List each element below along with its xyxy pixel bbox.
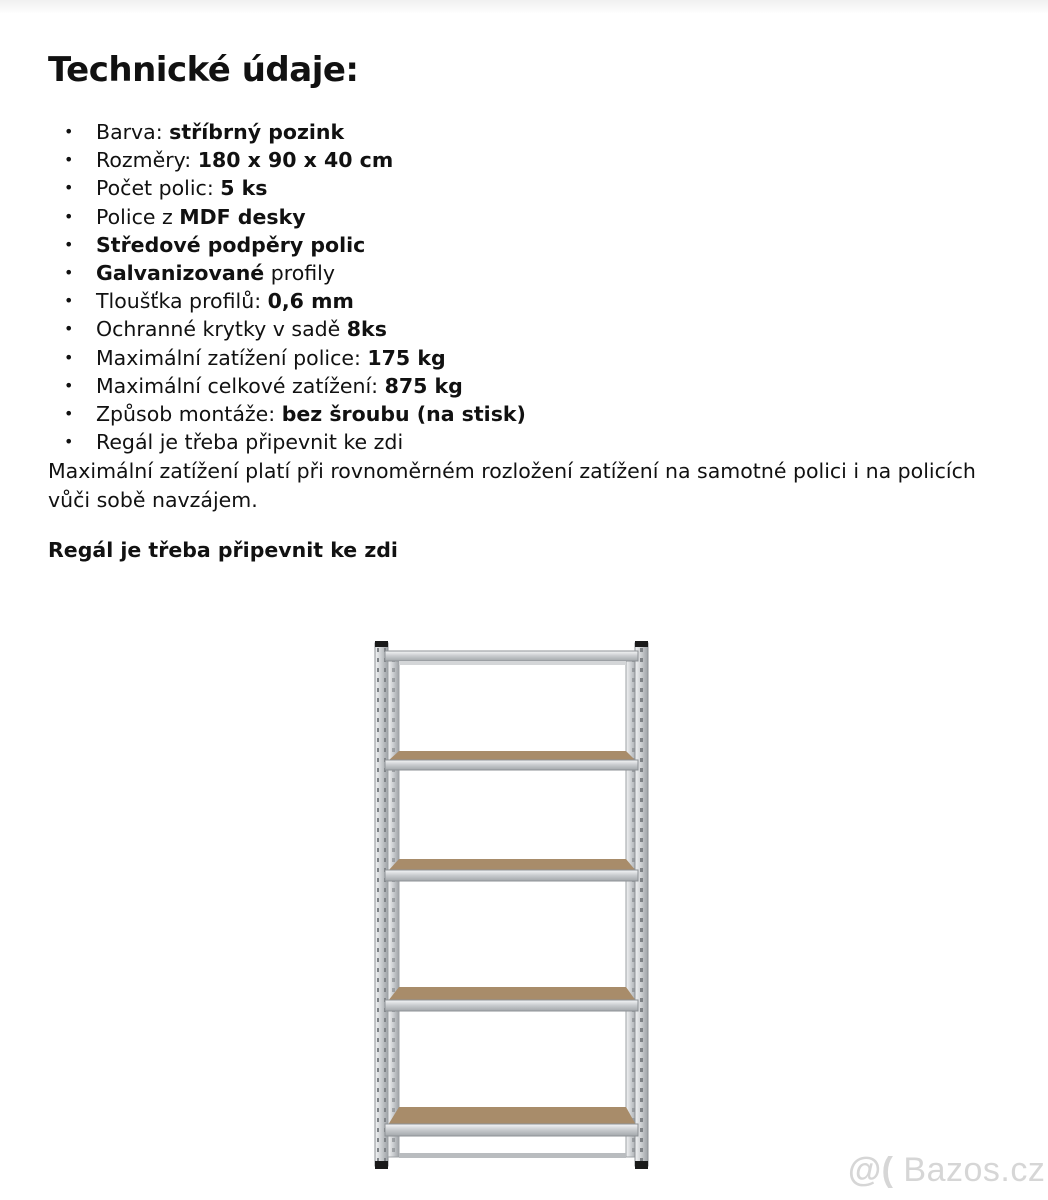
spec-label: Regál je třeba připevnit ke zdi: [96, 430, 404, 455]
spec-value: 175 kg: [367, 345, 446, 370]
spec-label: Maximální zatížení police:: [96, 345, 368, 370]
bullet-icon: •: [64, 263, 74, 283]
cap-top-right: [635, 641, 648, 647]
spec-value: 0,6 mm: [267, 289, 354, 314]
shelf-4: [385, 987, 638, 1011]
spec-item: [48, 315, 526, 343]
spec-value: Středové podpěry polic: [96, 232, 366, 257]
bullet-icon: •: [64, 234, 74, 254]
spec-item: [48, 203, 526, 231]
spec-item: [48, 259, 526, 287]
spec-value: 180 x 90 x 40 cm: [197, 148, 394, 173]
spec-value: Galvanizované: [96, 261, 265, 286]
spec-item: [48, 400, 526, 428]
bullet-icon: •: [64, 150, 74, 170]
bullet-icon: •: [64, 347, 74, 367]
spec-label: Barva:: [96, 120, 170, 144]
spec-label: Rozměry:: [96, 148, 198, 173]
spec-label: Tloušťka profilů:: [96, 289, 268, 314]
spec-item: [48, 174, 526, 202]
spec-value: bez šroubu (na stisk): [281, 402, 526, 427]
spec-item: [48, 372, 526, 400]
foot-left: [375, 1161, 388, 1169]
shelf-5: [385, 1107, 638, 1136]
shelf-1: [385, 651, 638, 665]
spec-value: stříbrný pozink: [169, 120, 345, 144]
shelf-2: [385, 751, 638, 770]
bullet-icon: •: [64, 206, 74, 226]
bullet-icon: •: [64, 122, 74, 141]
shelf-illustration: [30, 575, 1020, 1195]
spec-value: 8ks: [346, 317, 387, 342]
left-rear-post: [388, 657, 399, 1157]
spec-item: [48, 118, 526, 146]
bullet-icon: •: [64, 432, 74, 452]
top-fade: [0, 0, 1048, 14]
bazos-watermark-text: Bazos.cz: [893, 1151, 1046, 1189]
page-title: Technické údaje:: [48, 50, 359, 90]
spec-label: Způsob montáže:: [96, 402, 282, 427]
cap-top-left: [375, 641, 388, 647]
bazos-logo-icon: @(: [848, 1151, 894, 1189]
spec-item: [48, 146, 526, 174]
right-front-post: [635, 643, 648, 1166]
foot-right: [635, 1161, 648, 1169]
spec-item: [48, 428, 526, 456]
spec-value: MDF desky: [179, 204, 306, 229]
rear-bottom-beam: [399, 1153, 626, 1158]
spec-label: Počet polic:: [96, 176, 221, 201]
spec-list: [48, 118, 526, 456]
spec-label: Maximální celkové zatížení:: [96, 373, 385, 398]
spec-item: [48, 287, 526, 315]
bullet-icon: •: [64, 319, 74, 339]
bullet-icon: •: [64, 291, 74, 311]
spec-label: Ochranné krytky v sadě: [96, 317, 347, 342]
load-note: Maximální zatížení platí při rovnoměrném rozložení zatížení na samotné polici i na policích vůči sobě navzájem.: [48, 459, 976, 512]
left-front-post: [375, 643, 388, 1166]
bullet-icon: •: [64, 404, 74, 424]
spec-value: 875 kg: [384, 373, 463, 398]
mount-heading: Regál je třeba připevnit ke zdi: [48, 538, 398, 562]
bazos-watermark: [848, 1151, 1045, 1190]
shelf-3: [385, 859, 638, 881]
spec-value: 5 ks: [220, 176, 268, 201]
bullet-icon: •: [64, 375, 74, 395]
spec-item: [48, 231, 526, 259]
spec-label: Police z: [96, 204, 180, 229]
bullet-icon: •: [64, 178, 74, 198]
product-photo: [30, 575, 1020, 1195]
spec-item: [48, 344, 526, 372]
spec-label: profily: [264, 261, 336, 286]
